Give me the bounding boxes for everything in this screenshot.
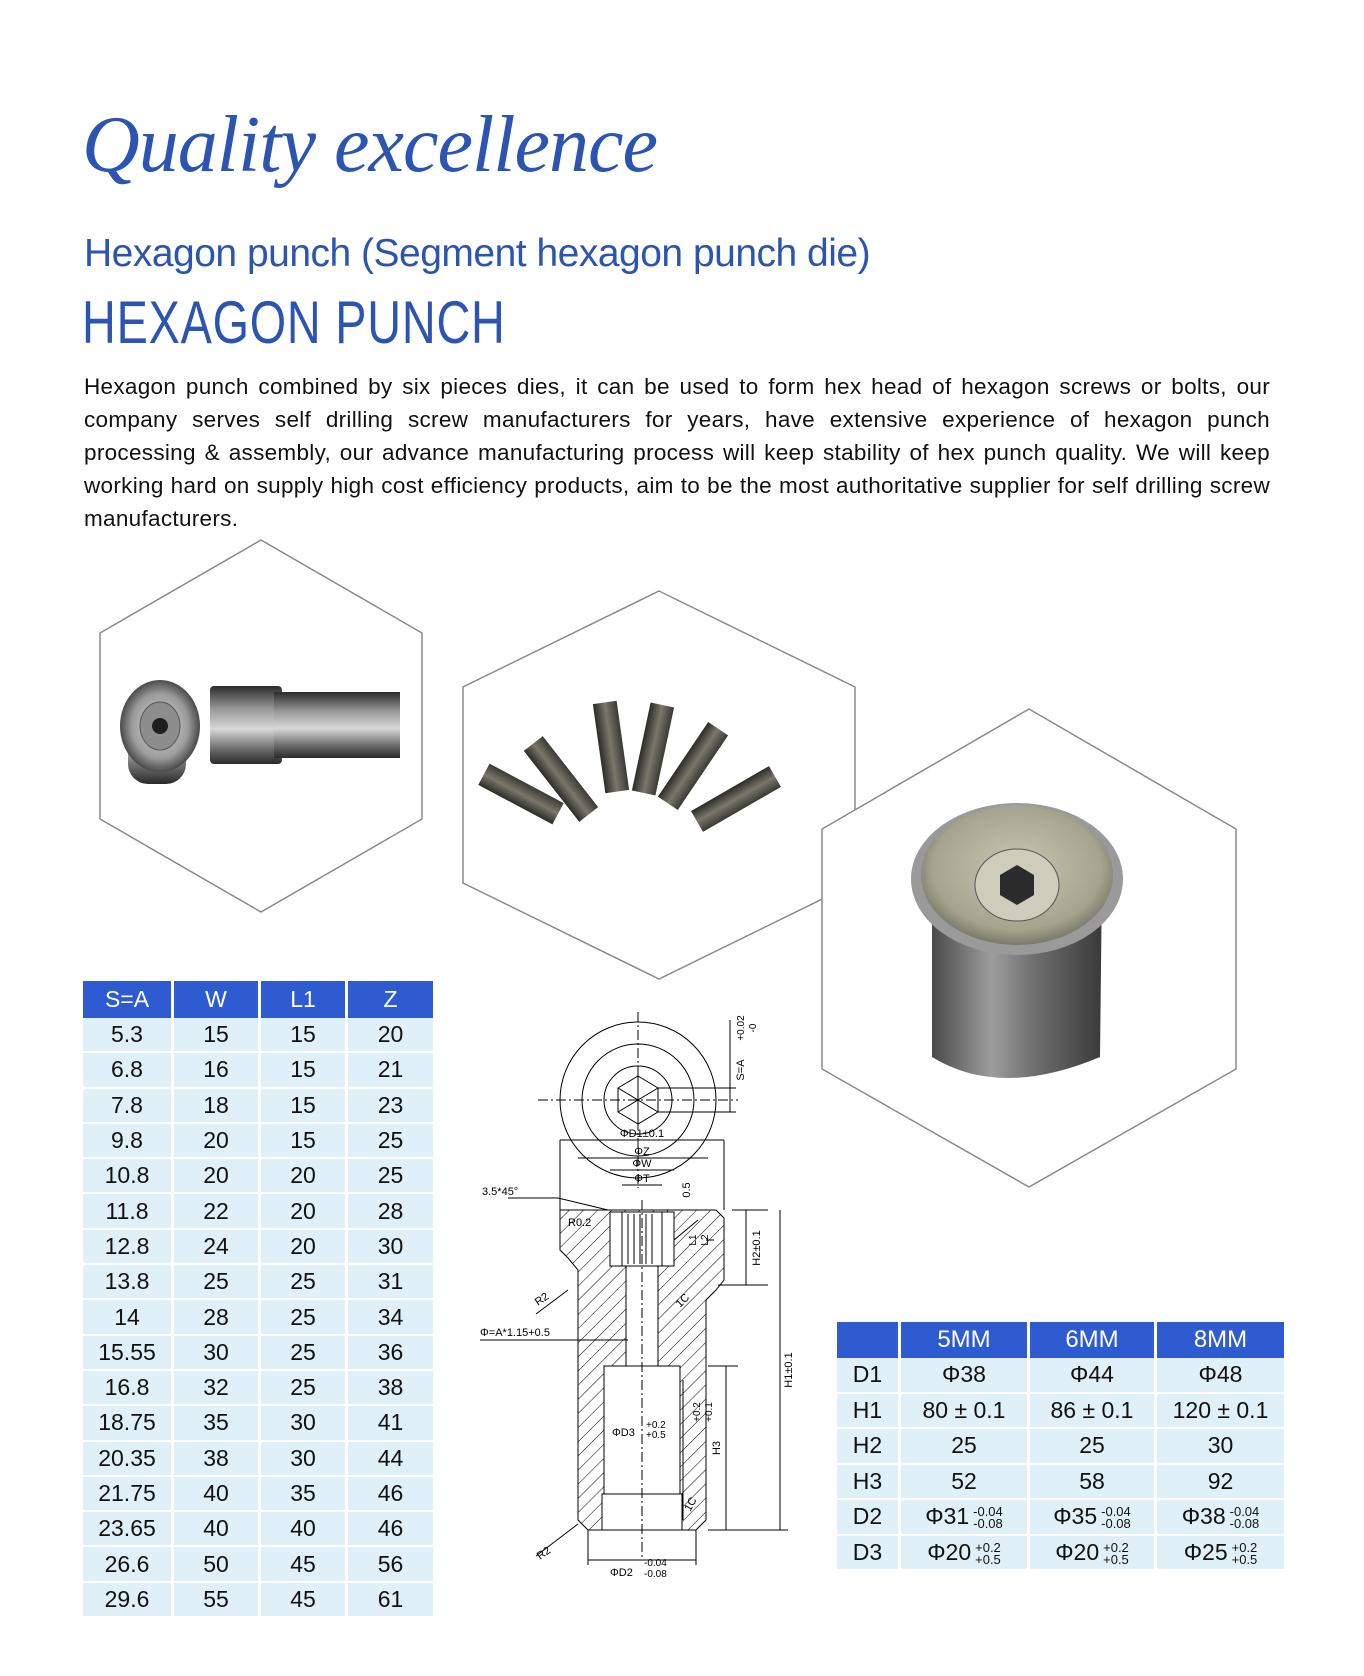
cell-value: Φ20 xyxy=(927,1538,972,1565)
table-cell: 25 xyxy=(174,1265,261,1300)
cell-value: Φ20 xyxy=(1055,1538,1100,1565)
cell-value: Φ38 xyxy=(1181,1503,1226,1530)
table-cell: 15 xyxy=(261,1018,348,1053)
table-cell: 44 xyxy=(348,1442,433,1477)
table-cell: 35 xyxy=(261,1477,348,1512)
label-r2-top: R2 xyxy=(532,1290,552,1309)
technical-drawing xyxy=(468,1000,808,1600)
table-cell: 20 xyxy=(174,1159,261,1194)
label-l1: L1 xyxy=(688,1234,699,1246)
table-cell: 23 xyxy=(348,1089,433,1124)
table-row xyxy=(83,1300,433,1335)
tolerance-upper: -0.04 xyxy=(973,1504,1003,1520)
mm-table-header xyxy=(837,1322,1284,1358)
tolerance-lower: -0.08 xyxy=(1229,1516,1260,1532)
table-cell: 28 xyxy=(348,1194,433,1229)
cell-value: 86 ± 0.1 xyxy=(1050,1396,1134,1423)
table-cell xyxy=(1030,1358,1157,1394)
table-cell: 14 xyxy=(83,1300,174,1335)
table-row xyxy=(83,1547,433,1582)
table-cell: 18 xyxy=(174,1089,261,1124)
table-cell xyxy=(1157,1429,1284,1465)
label-d3-up: +0.2 xyxy=(646,1420,666,1431)
cell-value: Φ38 xyxy=(942,1361,986,1388)
row-label: H1 xyxy=(837,1394,901,1430)
tolerance xyxy=(1103,1539,1129,1567)
tolerance-upper: -0.04 xyxy=(1101,1504,1131,1520)
table-cell: 25 xyxy=(348,1159,433,1194)
table-cell: 30 xyxy=(348,1230,433,1265)
product-subtitle: Hexagon punch (Segment hexagon punch die) xyxy=(84,232,871,275)
table-cell: 46 xyxy=(348,1477,433,1512)
table-cell xyxy=(1030,1465,1157,1501)
table-cell xyxy=(1157,1358,1284,1394)
cell-value: Φ35 xyxy=(1053,1503,1098,1530)
table-row xyxy=(83,1442,433,1477)
label-c1-top: 1C xyxy=(673,1291,693,1311)
tolerance-upper: -0.04 xyxy=(1229,1504,1260,1520)
cell-value: 58 xyxy=(1079,1467,1105,1494)
label-c1-bottom: 1C xyxy=(682,1495,700,1514)
table-cell: 61 xyxy=(348,1583,433,1618)
row-label: D3 xyxy=(837,1536,901,1572)
table-cell: 20.35 xyxy=(83,1442,174,1477)
cell-value: 92 xyxy=(1207,1467,1234,1494)
table-cell: 30 xyxy=(261,1406,348,1441)
row-label: D1 xyxy=(837,1358,901,1394)
table-cell: 18.75 xyxy=(83,1406,174,1441)
table-cell: 20 xyxy=(348,1018,433,1053)
cell-value: 80 ± 0.1 xyxy=(922,1396,1006,1423)
table-cell: 34 xyxy=(348,1300,433,1335)
table-cell: 29.6 xyxy=(83,1583,174,1618)
table-cell: 15.55 xyxy=(83,1336,174,1371)
table-cell: 25 xyxy=(348,1124,433,1159)
photo-hex-punch-assembly xyxy=(98,538,424,914)
table-cell xyxy=(901,1536,1030,1572)
table-cell: 45 xyxy=(261,1547,348,1582)
label-s-a-tol-up: +0.02 xyxy=(736,1015,747,1041)
table-cell xyxy=(1030,1536,1157,1572)
table-cell: 28 xyxy=(174,1300,261,1335)
product-description: Hexagon punch combined by six pieces dies, it can be used to form hex head of hexagon screws or bolts, our company serves self drilling screw manufacturers for years, have extensive experience of hexagon punch processing & assembly, our advance manufacturing process will keep stability of hex punch quality. We will keep working hard on supply high cost efficiency products, aim to be the most authoritative supplier for self drilling screw manufacturers. xyxy=(84,374,1270,531)
table-row xyxy=(837,1429,1284,1465)
label-d2: ΦD2 xyxy=(610,1567,633,1579)
cell-value: 30 xyxy=(1207,1432,1234,1459)
table-cell: 21.75 xyxy=(83,1477,174,1512)
product-heading: HEXAGON PUNCH xyxy=(82,289,506,356)
table-cell xyxy=(1157,1500,1284,1536)
tolerance xyxy=(1231,1539,1258,1567)
tolerance xyxy=(975,1539,1001,1567)
cell-value: 25 xyxy=(951,1432,977,1459)
label-r02: R0.2 xyxy=(568,1217,592,1229)
table-cell xyxy=(1030,1429,1157,1465)
size-table xyxy=(83,981,433,1618)
table-cell: 20 xyxy=(261,1194,348,1229)
table-cell: 30 xyxy=(261,1442,348,1477)
table-cell: 25 xyxy=(261,1300,348,1335)
label-d2-up: -0.04 xyxy=(644,1558,667,1569)
label-z: ΦZ xyxy=(634,1146,650,1158)
tolerance xyxy=(1101,1506,1131,1530)
table-cell: 45 xyxy=(261,1583,348,1618)
table-cell: 6.8 xyxy=(83,1053,174,1088)
label-h3-up: +0.2 xyxy=(692,1402,703,1422)
table-cell: 20 xyxy=(261,1230,348,1265)
table-cell: 20 xyxy=(174,1124,261,1159)
table-cell: 15 xyxy=(261,1053,348,1088)
table-cell: 35 xyxy=(174,1406,261,1441)
table-cell: 25 xyxy=(261,1371,348,1406)
table-cell: 50 xyxy=(174,1547,261,1582)
table-cell: 26.6 xyxy=(83,1547,174,1582)
table-cell xyxy=(1157,1465,1284,1501)
table-cell: 10.8 xyxy=(83,1159,174,1194)
table-cell: 15 xyxy=(261,1124,348,1159)
tolerance-lower: -0.08 xyxy=(1101,1516,1131,1532)
table-row xyxy=(83,1194,433,1229)
cell-value: 120 ± 0.1 xyxy=(1172,1396,1269,1423)
label-d2-lo: -0.08 xyxy=(644,1569,667,1580)
cell-value: Φ25 xyxy=(1183,1538,1228,1565)
photo-hex-punch-face xyxy=(820,707,1238,1189)
label-s-a: S=A xyxy=(735,1059,747,1081)
header-w: W xyxy=(174,981,261,1018)
row-label: H2 xyxy=(837,1429,901,1465)
table-cell xyxy=(901,1429,1030,1465)
table-cell: 40 xyxy=(174,1477,261,1512)
label-l2: L2 xyxy=(700,1234,711,1246)
table-row xyxy=(83,1159,433,1194)
row-label: H3 xyxy=(837,1465,901,1501)
table-row xyxy=(83,1406,433,1441)
table-cell: 36 xyxy=(348,1336,433,1371)
size-mm-table xyxy=(837,1322,1284,1571)
table-cell: 41 xyxy=(348,1406,433,1441)
table-cell xyxy=(901,1394,1030,1430)
label-h1: H1±0.1 xyxy=(783,1352,795,1388)
table-row xyxy=(83,1583,433,1618)
label-w: ΦW xyxy=(632,1158,652,1170)
table-cell xyxy=(901,1358,1030,1394)
table-row xyxy=(837,1465,1284,1501)
table-cell: 20 xyxy=(261,1159,348,1194)
table-cell xyxy=(1030,1500,1157,1536)
tolerance-upper: +0.2 xyxy=(1103,1539,1129,1555)
tolerance-lower: +0.5 xyxy=(1231,1551,1258,1567)
table-cell: 21 xyxy=(348,1053,433,1088)
table-row xyxy=(837,1394,1284,1430)
tolerance-lower: +0.5 xyxy=(1103,1551,1129,1567)
label-r2-bottom: R2 xyxy=(534,1544,554,1563)
tolerance-upper: +0.2 xyxy=(1231,1539,1258,1555)
label-h2: H2±0.1 xyxy=(751,1230,763,1266)
table-row xyxy=(83,1512,433,1547)
tolerance xyxy=(973,1506,1003,1530)
table-row xyxy=(83,1265,433,1300)
table-row xyxy=(83,1230,433,1265)
size-table-header xyxy=(83,981,433,1018)
label-d3-lo: +0.5 xyxy=(646,1430,666,1441)
table-row xyxy=(83,1089,433,1124)
label-h3: H3 xyxy=(711,1440,723,1456)
table-cell: 11.8 xyxy=(83,1194,174,1229)
header-5mm: 5MM xyxy=(901,1322,1030,1358)
header-empty xyxy=(837,1322,901,1358)
table-cell: 31 xyxy=(348,1265,433,1300)
table-cell: 38 xyxy=(348,1371,433,1406)
table-cell: 32 xyxy=(174,1371,261,1406)
table-row xyxy=(83,1124,433,1159)
row-label: D2 xyxy=(837,1500,901,1536)
cell-value: 52 xyxy=(951,1467,977,1494)
table-cell xyxy=(901,1500,1030,1536)
table-cell: 9.8 xyxy=(83,1124,174,1159)
table-row xyxy=(83,1018,433,1053)
cell-value: Φ48 xyxy=(1198,1361,1243,1388)
table-row xyxy=(837,1500,1284,1536)
header-s-a: S=A xyxy=(83,981,174,1018)
table-cell: 15 xyxy=(174,1018,261,1053)
table-cell: 46 xyxy=(348,1512,433,1547)
header-8mm: 8MM xyxy=(1157,1322,1284,1358)
table-cell: 56 xyxy=(348,1547,433,1582)
table-cell: 38 xyxy=(174,1442,261,1477)
table-cell xyxy=(1030,1394,1157,1430)
table-row xyxy=(83,1336,433,1371)
table-cell: 55 xyxy=(174,1583,261,1618)
tolerance-upper: +0.2 xyxy=(975,1539,1001,1555)
table-cell xyxy=(1157,1536,1284,1572)
table-cell: 16 xyxy=(174,1053,261,1088)
tolerance-lower: -0.08 xyxy=(973,1516,1003,1532)
table-cell: 40 xyxy=(261,1512,348,1547)
header-z: Z xyxy=(348,981,433,1018)
table-cell: 13.8 xyxy=(83,1265,174,1300)
tolerance-lower: +0.5 xyxy=(975,1551,1001,1567)
table-cell: 22 xyxy=(174,1194,261,1229)
label-dim-05: 0.5 xyxy=(681,1182,693,1198)
table-row xyxy=(83,1053,433,1088)
photo-hex-segment-pieces xyxy=(461,589,857,981)
table-cell: 16.8 xyxy=(83,1371,174,1406)
label-h3-lo: +0.1 xyxy=(704,1402,715,1422)
table-row xyxy=(837,1358,1284,1394)
label-chamfer: 3.5*45° xyxy=(482,1186,519,1198)
label-s-a-tol-lo: -0 xyxy=(748,1023,759,1033)
cell-value: 25 xyxy=(1079,1432,1105,1459)
table-row xyxy=(83,1477,433,1512)
table-cell xyxy=(1157,1394,1284,1430)
tolerance xyxy=(1230,1506,1260,1530)
table-cell: 24 xyxy=(174,1230,261,1265)
cell-value: Φ44 xyxy=(1070,1361,1114,1388)
table-cell: 25 xyxy=(261,1336,348,1371)
header-6mm: 6MM xyxy=(1030,1322,1157,1358)
page-title: Quality excellence xyxy=(82,101,657,189)
header-l1: L1 xyxy=(261,981,348,1018)
table-cell: 25 xyxy=(261,1265,348,1300)
table-cell: 5.3 xyxy=(83,1018,174,1053)
table-cell: 23.65 xyxy=(83,1512,174,1547)
label-d3: ΦD3 xyxy=(612,1427,635,1439)
label-t: ΦT xyxy=(634,1173,650,1185)
table-cell: 15 xyxy=(261,1089,348,1124)
cell-value: Φ31 xyxy=(925,1503,970,1530)
table-row xyxy=(837,1536,1284,1572)
table-row xyxy=(83,1371,433,1406)
table-cell: 12.8 xyxy=(83,1230,174,1265)
table-cell: 7.8 xyxy=(83,1089,174,1124)
label-d1: ΦD1±0.1 xyxy=(619,1128,665,1140)
table-cell: 40 xyxy=(174,1512,261,1547)
label-phi-a: Φ=A*1.15+0.5 xyxy=(480,1327,550,1339)
table-cell xyxy=(901,1465,1030,1501)
table-cell: 30 xyxy=(174,1336,261,1371)
